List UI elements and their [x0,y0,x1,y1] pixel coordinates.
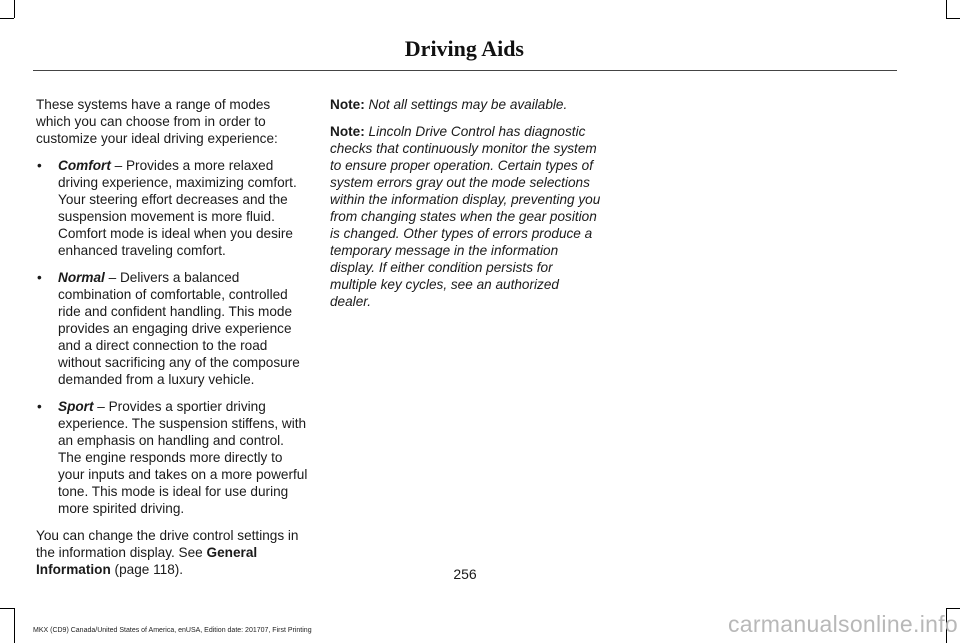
note-availability [330,96,602,113]
crop-mark-top-left-h [0,18,14,19]
closing-text: You can change the drive control settings in the information display. See [36,528,299,560]
general-information-link[interactable]: General Information [36,545,258,577]
mode-description: – Provides a more relaxed driving experience, maximizing comfort. Your steering effort decreases and the suspension movement is more fluid. Comfort mode is ideal when you desire enhanced traveling comfort. [58,158,297,258]
note-text: Not all settings may be available. [364,97,568,112]
note-label: Note: [330,97,365,112]
page-number: 256 [453,566,477,582]
note-label: Note: [330,124,365,139]
mode-description: – Delivers a balanced combination of comfortable, controlled ride and confident handling. This mode provides an engaging drive experience and a direct connection to the road without sacrificing any of the composure demanded from a luxury vehicle. [58,270,300,387]
mode-name: Comfort [58,158,111,173]
crop-mark-bottom-right-h [946,608,960,609]
crop-mark-top-right-h [946,18,960,19]
right-column [330,96,602,320]
list-item-comfort [36,157,308,259]
page-reference: (page 118). [110,562,184,577]
bullet-icon: • [37,270,42,285]
footer-edition-info: MKX (CD9) Canada/United States of America, enUSA, Edition date: 201707, First Printing [33,627,312,634]
intro-paragraph: These systems have a range of modes which you can choose from in order to customize your ideal driving experience: [36,97,278,146]
bullet-icon: • [37,399,42,414]
left-column [36,96,308,588]
header-divider [33,70,897,71]
bullet-icon: • [37,158,42,173]
mode-name: Normal [58,270,105,285]
crop-mark-top-left-v [14,0,15,18]
note-text: Lincoln Drive Control has diagnostic checks that continuously monitor the system to ensure proper operation. Certain types of system errors gray out the mode selections within the information display, preventing you from changing states when the gear position is changed. Other types of errors produce a temporary message in the information display. If either condition persists for multiple key cycles, see an authorized dealer. [330,124,601,309]
note-diagnostics [330,123,602,310]
list-item-normal [36,269,308,388]
crop-mark-bottom-left-v [14,608,15,643]
list-item-sport [36,398,308,517]
mode-name: Sport [58,399,94,414]
crop-mark-top-right-v [946,0,947,18]
watermark: carmanualsonline.info [727,611,958,637]
crop-mark-bottom-left-h [0,608,14,609]
page-title: Driving Aids [404,36,524,61]
mode-list [36,157,308,517]
mode-description: – Provides a sportier driving experience. The suspension stiffens, with an emphasis on handling and control. The engine responds more directly to your inputs and takes on a more powerful tone. This mode is ideal for use during more spirited driving. [58,399,308,516]
